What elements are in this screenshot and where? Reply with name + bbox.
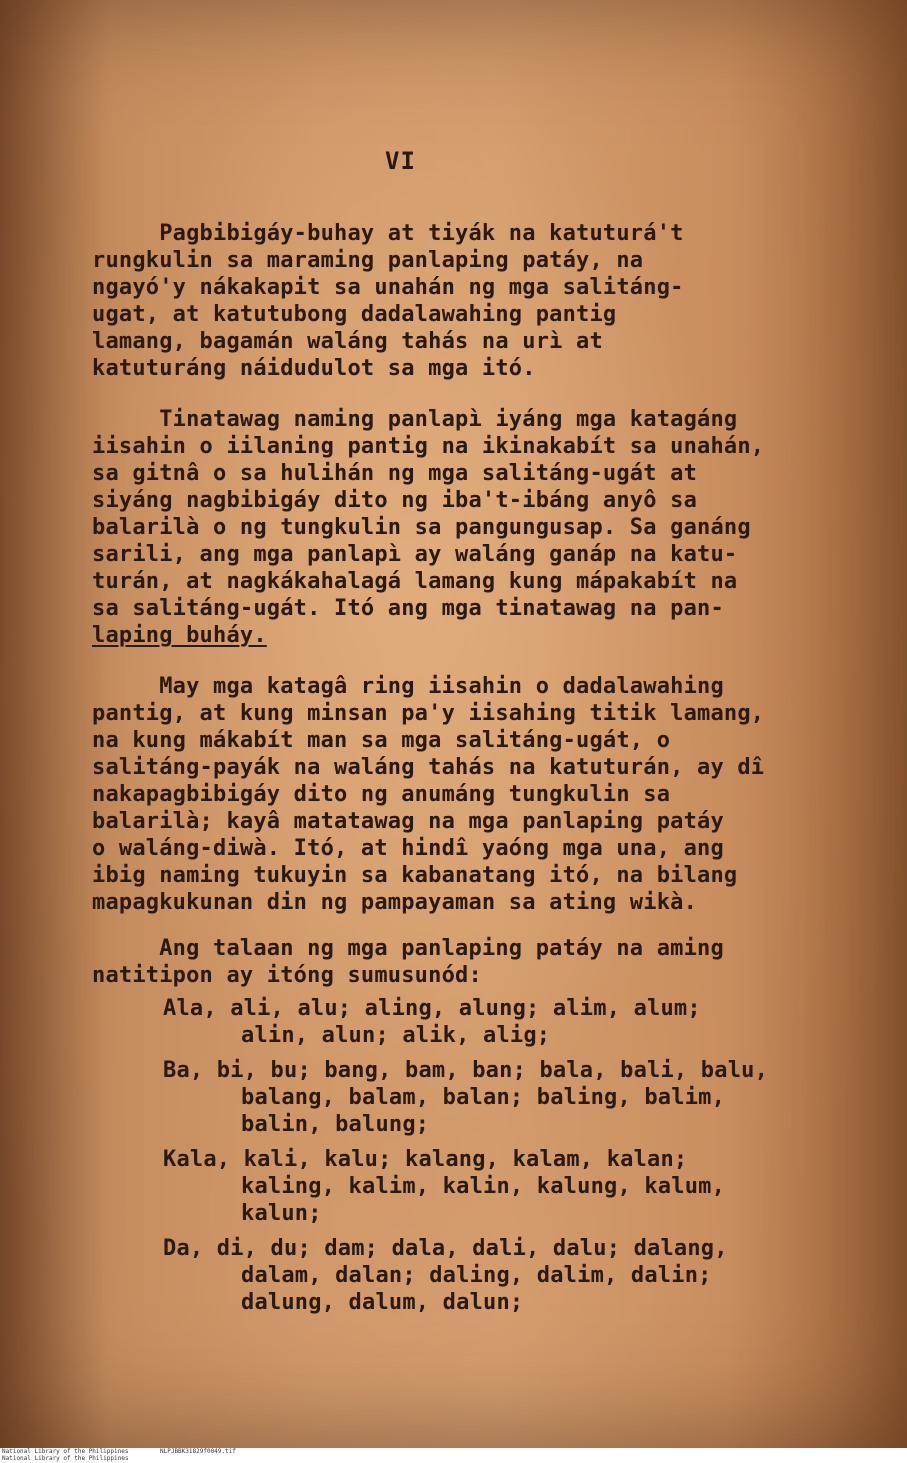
text-line: turán, at nagkákahalagá lamang kung mápakabít na — [92, 569, 738, 594]
text-line: pantig, at kung minsan pa'y iisahing titik lamang, — [92, 701, 765, 726]
text-line-underlined: laping buháy. — [92, 623, 267, 648]
text-line: siyáng nagbibigáy dito ng iba't-ibáng anyô sa — [92, 488, 698, 513]
text-line: sa gitnâ o sa hulihán ng mga salitáng-ugát at — [92, 461, 698, 486]
list-line: Ala, ali, alu; aling, alung; alim, alum; — [163, 996, 701, 1021]
list-item — [163, 995, 883, 1049]
list-line: kalun; — [241, 1201, 322, 1226]
text-line: balarilà; kayâ matatawag na mga panlaping patáy — [92, 809, 724, 834]
chapter-heading: VI — [385, 147, 416, 175]
list-item — [163, 1146, 883, 1227]
text-line: o waláng-diwà. Itó, at hindî yaóng mga una, ang — [92, 836, 724, 861]
text-line: ugat, at katutubong dadalawahing pantig — [92, 302, 617, 327]
list-line: Da, di, du; dam; dala, dali, dalu; dalang, — [163, 1236, 728, 1261]
footer-library-line-1: National Library of the Philippines — [2, 1448, 129, 1455]
list-item — [163, 1235, 883, 1316]
text-line: sa salitáng-ugát. Itó ang mga tinatawag na pan- — [92, 596, 724, 621]
paragraph-3 — [92, 673, 872, 916]
list-line: balang, balam, balan; baling, balim, — [241, 1085, 726, 1110]
list-line: balin, balung; — [241, 1112, 430, 1137]
footer-file-id: NLPJBBK31829f0049.tif — [160, 1448, 236, 1455]
text-line: nakapagbibigáy dito ng anumáng tungkulin sa — [92, 782, 671, 807]
text-line: rungkulin sa maraming panlaping patáy, na — [92, 248, 644, 273]
list-line: kaling, kalim, kalin, kalung, kalum, — [241, 1174, 726, 1199]
text-line: sarili, ang mga panlapì ay waláng ganáp na katu- — [92, 542, 738, 567]
paragraph-1 — [92, 220, 872, 382]
text-line: katuturáng náidudulot sa mga itó. — [92, 356, 536, 381]
list-line: dalam, dalan; daling, dalim, dalin; — [241, 1263, 712, 1288]
text-line: ngayó'y nákakapit sa unahán ng mga salitáng- — [92, 275, 684, 300]
text-line: mapagkukunan din ng pampayaman sa ating wikà. — [92, 890, 698, 915]
scan-footer — [0, 1448, 907, 1463]
text-line: ibig naming tukuyin sa kabanatang itó, na bilang — [92, 863, 738, 888]
list-line: dalung, dalum, dalun; — [241, 1290, 524, 1315]
list-line: alin, alun; alik, alig; — [241, 1023, 551, 1048]
text-line: Pagbibigáy-buhay at tiyák na katuturá't — [92, 221, 684, 246]
list-item — [163, 1057, 883, 1138]
text-line: balarilà o ng tungkulin sa pangungusap. Sa ganáng — [92, 515, 751, 540]
text-line: natitipon ay itóng sumusunód: — [92, 963, 482, 988]
list-line: Ba, bi, bu; bang, bam, ban; bala, bali, balu, — [163, 1058, 769, 1083]
paragraph-2 — [92, 406, 872, 649]
paragraph-4 — [92, 935, 872, 989]
text-line: May mga katagâ ring iisahin o dadalawahing — [92, 674, 724, 699]
footer-library-line-2: National Library of the Philippines — [2, 1455, 129, 1462]
list-line: Kala, kali, kalu; kalang, kalam, kalan; — [163, 1147, 688, 1172]
affix-list — [163, 995, 883, 1324]
text-line: Tinatawag naming panlapì iyáng mga katagáng — [92, 407, 738, 432]
text-line: salitáng-payák na waláng tahás na katuturán, ay dî — [92, 755, 765, 780]
text-line: na kung mákabít man sa mga salitáng-ugát, o — [92, 728, 671, 753]
text-line: Ang talaan ng mga panlaping patáy na aming — [92, 936, 724, 961]
text-line: lamang, bagamán waláng tahás na urì at — [92, 329, 603, 354]
text-line: iisahin o iilaning pantig na ikinakabít sa unahán, — [92, 434, 765, 459]
